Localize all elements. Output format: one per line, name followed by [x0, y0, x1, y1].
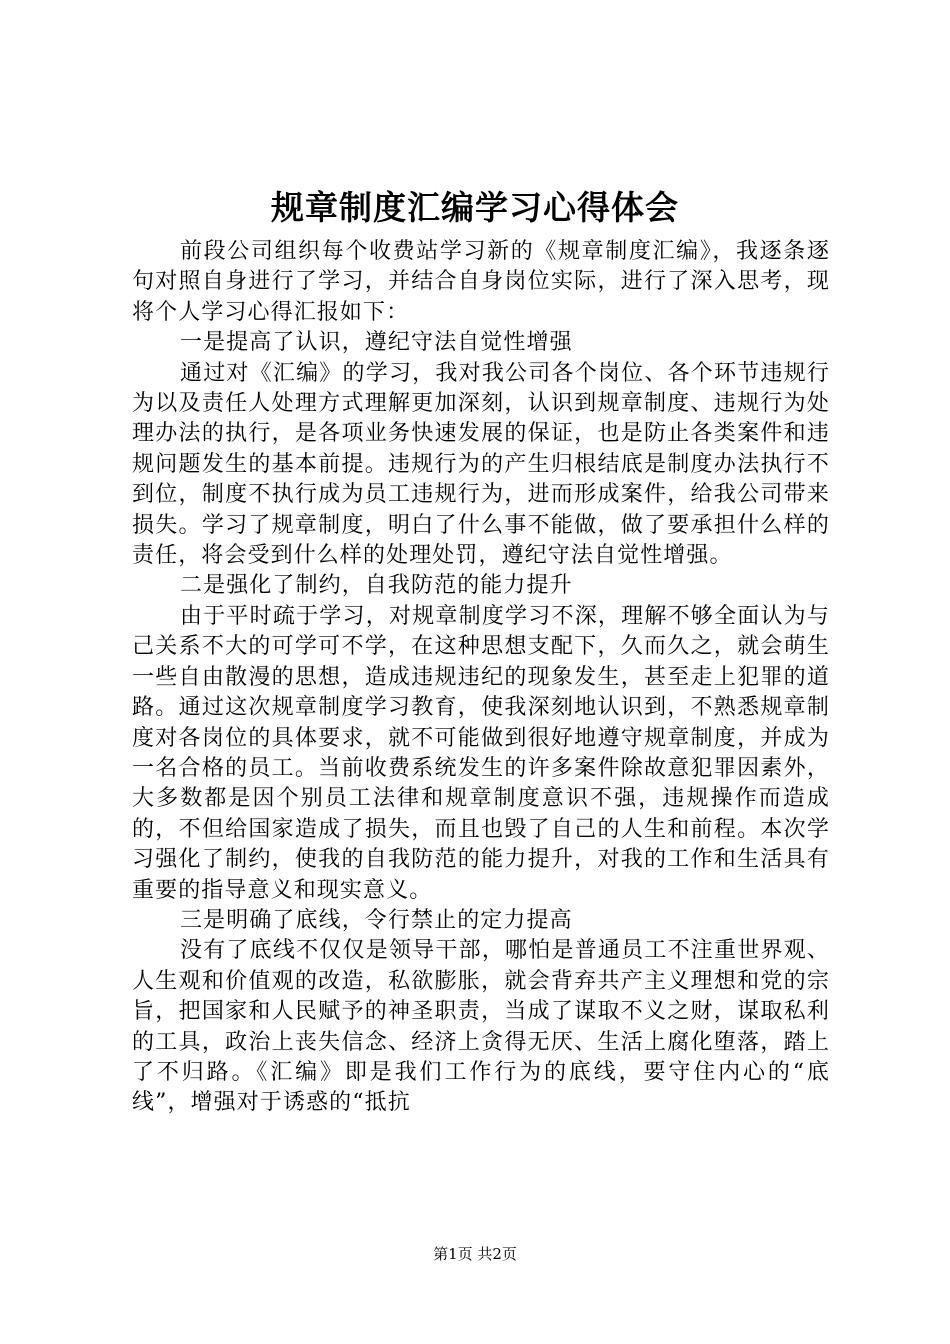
section-paragraph-1: 通过对《汇编》的学习，我对我公司各个岗位、各个环节违规行为以及责任人处理方式理解更加深刻，认识到规章制度、违规行为处理办法的执行，是各项业务快速发展的保证，也是防止各类案件和违规问题发生的基本前提。违规行为的产生归根结底是制度办法执行不到位，制度不执行成为员工违规行为，进而形成案件，给我公司带来损失。学习了规章制度，明白了什么事不能做，做了要承担什么样的责任，将会受到什么样的处理处罚，遵纪守法自觉性增强。: [132, 360, 830, 569]
section-paragraph-3: 没有了底线不仅仅是领导干部，哪怕是普通员工不注重世界观、人生观和价值观的改造，私欲膨胀，就会背弃共产主义理想和党的宗旨，把国家和人民赋予的神圣职责，当成了谋取不义之财，谋取私利的工具，政治上丧失信念、经济上贪得无厌、生活上腐化堕落，踏上了不归路。《汇编》即是我们工作行为的底线，要守住内心的“底线”，增强对于诱惑的“抵抗: [132, 938, 830, 1116]
document-title: 规章制度汇编学习心得体会: [271, 188, 679, 227]
section-paragraph-2: 由于平时疏于学习，对规章制度学习不深，理解不够全面认为与己关系不大的可学可不学，在这种思想支配下，久而久之，就会萌生一些自由散漫的思想，造成违规违纪的现象发生，甚至走上犯罪的道路。通过这次规章制度学习教育，使我深刻地认识到，不熟悉规章制度对各岗位的具体要求，就不可能做到很好地遵守规章制度，并成为一名合格的员工。当前收费系统发生的许多案件除故意犯罪因素外，大多数都是因个别员工法律和规章制度意识不强，违规操作而造成的，不但给国家造成了损失，而且也毁了自己的人生和前程。本次学习强化了制约，使我的自我防范的能力提升，对我的工作和生活具有重要的指导意义和现实意义。: [132, 603, 830, 903]
intro-paragraph: 前段公司组织每个收费站学习新的《规章制度汇编》，我逐条逐句对照自身进行了学习，并结合自身岗位实际，进行了深入思考，现将个人学习心得汇报如下：: [132, 239, 830, 325]
document-body: [132, 237, 830, 1119]
section-heading-2: 二是强化了制约，自我防范的能力提升: [180, 573, 573, 599]
section-heading-1: 一是提高了认识，遵纪守法自觉性增强: [180, 330, 573, 356]
page-footer: 第1页 共2页: [433, 1245, 517, 1263]
section-heading-3: 三是明确了底线，令行禁止的定力提高: [180, 907, 573, 933]
